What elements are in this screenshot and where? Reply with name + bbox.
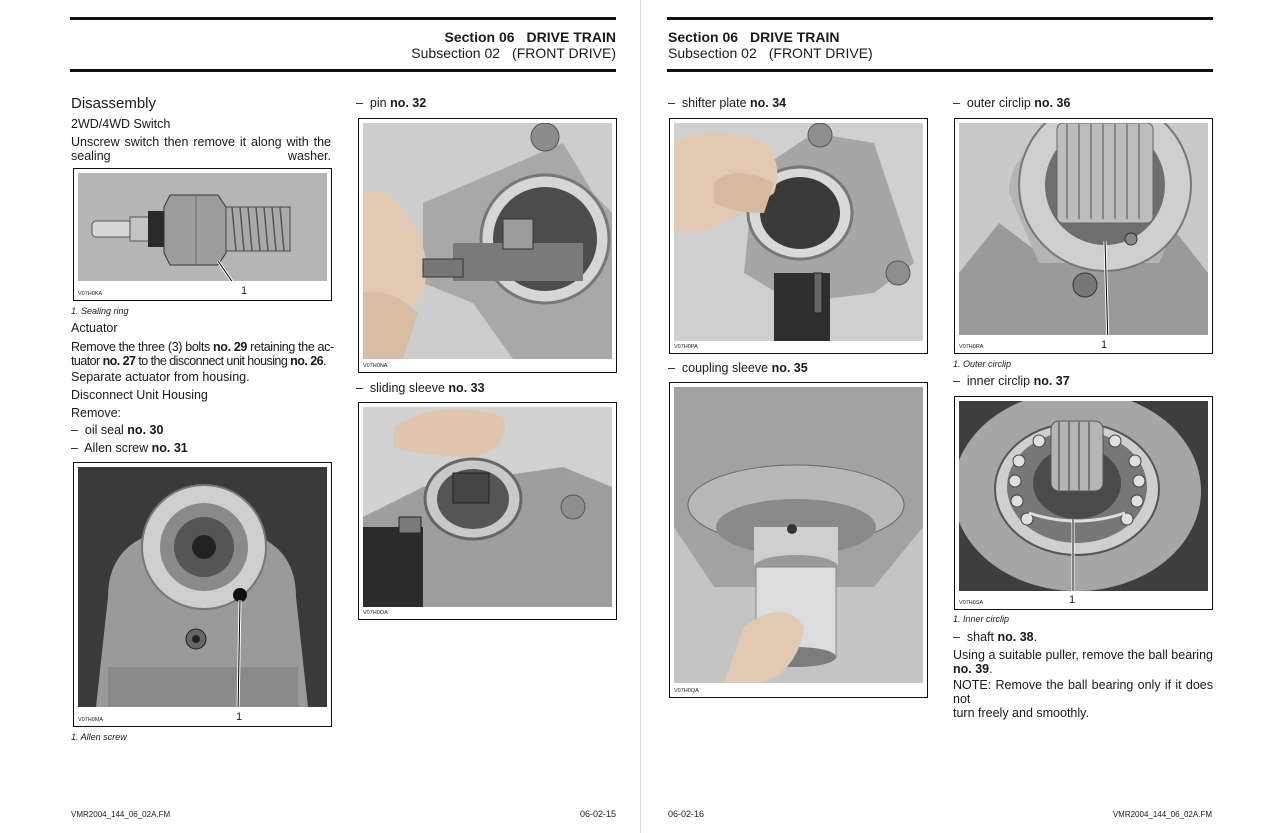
figure-code: V07H0NA [363,363,388,369]
header-top-rule [70,17,616,20]
housing-heading: Disconnect Unit Housing [71,388,208,402]
figure-shifter-plate [669,118,928,354]
figure-code: V07H0KA [78,291,103,297]
figure-coupling-sleeve [669,382,928,698]
pin-photo [363,123,612,359]
figure-pin [358,118,617,373]
figure-sliding-sleeve [358,402,617,620]
callout-number: 1 [1069,594,1076,606]
switch-photo [78,173,327,281]
figure-caption: 1. Outer circlip [953,359,1012,369]
separate-text: Separate actuator from housing. [71,370,250,384]
figure-code: V07H0SA [959,600,984,606]
actuator-text: Remove the three (3) bolts no. 29 retaining the ac- tuator no. 27 to the disconnect unit housing no. 26. [71,340,334,368]
list-item-inner-circlip: – inner circlip no. 37 [953,374,1070,388]
disassembly-heading: Disassembly [71,95,157,112]
header-subsection: Subsection 02 (FRONT DRIVE) [411,45,616,61]
right-page [641,0,1280,833]
header-section: Section 06 DRIVE TRAIN [668,29,840,45]
figure-code: V07H0MA [78,717,104,723]
header-subsection: Subsection 02 (FRONT DRIVE) [668,45,873,61]
figure-code: V07H0RA [959,344,984,350]
footer-page-number: 06-02-16 [668,809,705,819]
header-bottom-rule [70,69,616,72]
list-item-shifter-plate: – shifter plate no. 34 [668,96,787,110]
figure-code: V07H0PA [674,344,698,350]
figure-sealing-ring [73,168,332,301]
footer-file: VMR2004_144_06_02A.FM [1112,810,1212,819]
callout-number: 1 [236,711,243,723]
list-item-allen-screw: – Allen screw no. 31 [71,441,188,455]
footer-page-number: 06-02-15 [579,809,616,819]
housing-photo [78,467,327,707]
callout-number: 1 [241,285,248,297]
list-item-outer-circlip: – outer circlip no. 36 [953,96,1071,110]
outer-circlip-photo [959,123,1208,335]
remove-label: Remove: [71,406,122,420]
list-item-oil-seal: – oil seal no. 30 [71,423,164,437]
figure-allen-screw [73,462,332,727]
coupling-sleeve-photo [674,387,923,683]
sliding-sleeve-photo [363,407,612,607]
shifter-plate-photo [674,123,923,341]
inner-circlip-photo [959,401,1208,591]
figure-caption: 1. Sealing ring [71,306,129,316]
list-item-shaft: – shaft no. 38. [953,630,1038,644]
header-section: Section 06 DRIVE TRAIN [444,29,616,45]
switch-text: Unscrew switch then remove it along with the sealing washer. [71,135,331,163]
header-bottom-rule [667,69,1213,72]
callout-number: 1 [1101,339,1108,351]
header-top-rule [667,17,1213,20]
figure-caption: 1. Allen screw [71,732,127,742]
switch-heading: 2WD/4WD Switch [71,117,171,131]
figure-code: V07H0QA [674,688,699,694]
figure-inner-circlip [954,396,1213,610]
list-item-coupling-sleeve: – coupling sleeve no. 35 [668,361,808,375]
note-text: NOTE: Remove the ball bearing only if it does not turn freely and smoothly. [953,678,1213,720]
figure-code: V07H0OA [363,610,388,616]
list-item-pin: – pin no. 32 [356,96,427,110]
puller-text: Using a suitable puller, remove the ball bearing no. 39. [953,648,1213,676]
list-item-sliding-sleeve: – sliding sleeve no. 33 [356,381,485,395]
figure-caption: 1. Inner circlip [953,614,1010,624]
actuator-heading: Actuator [71,321,118,335]
figure-outer-circlip [954,118,1213,354]
footer-file: VMR2004_144_06_02A.FM [71,810,171,819]
